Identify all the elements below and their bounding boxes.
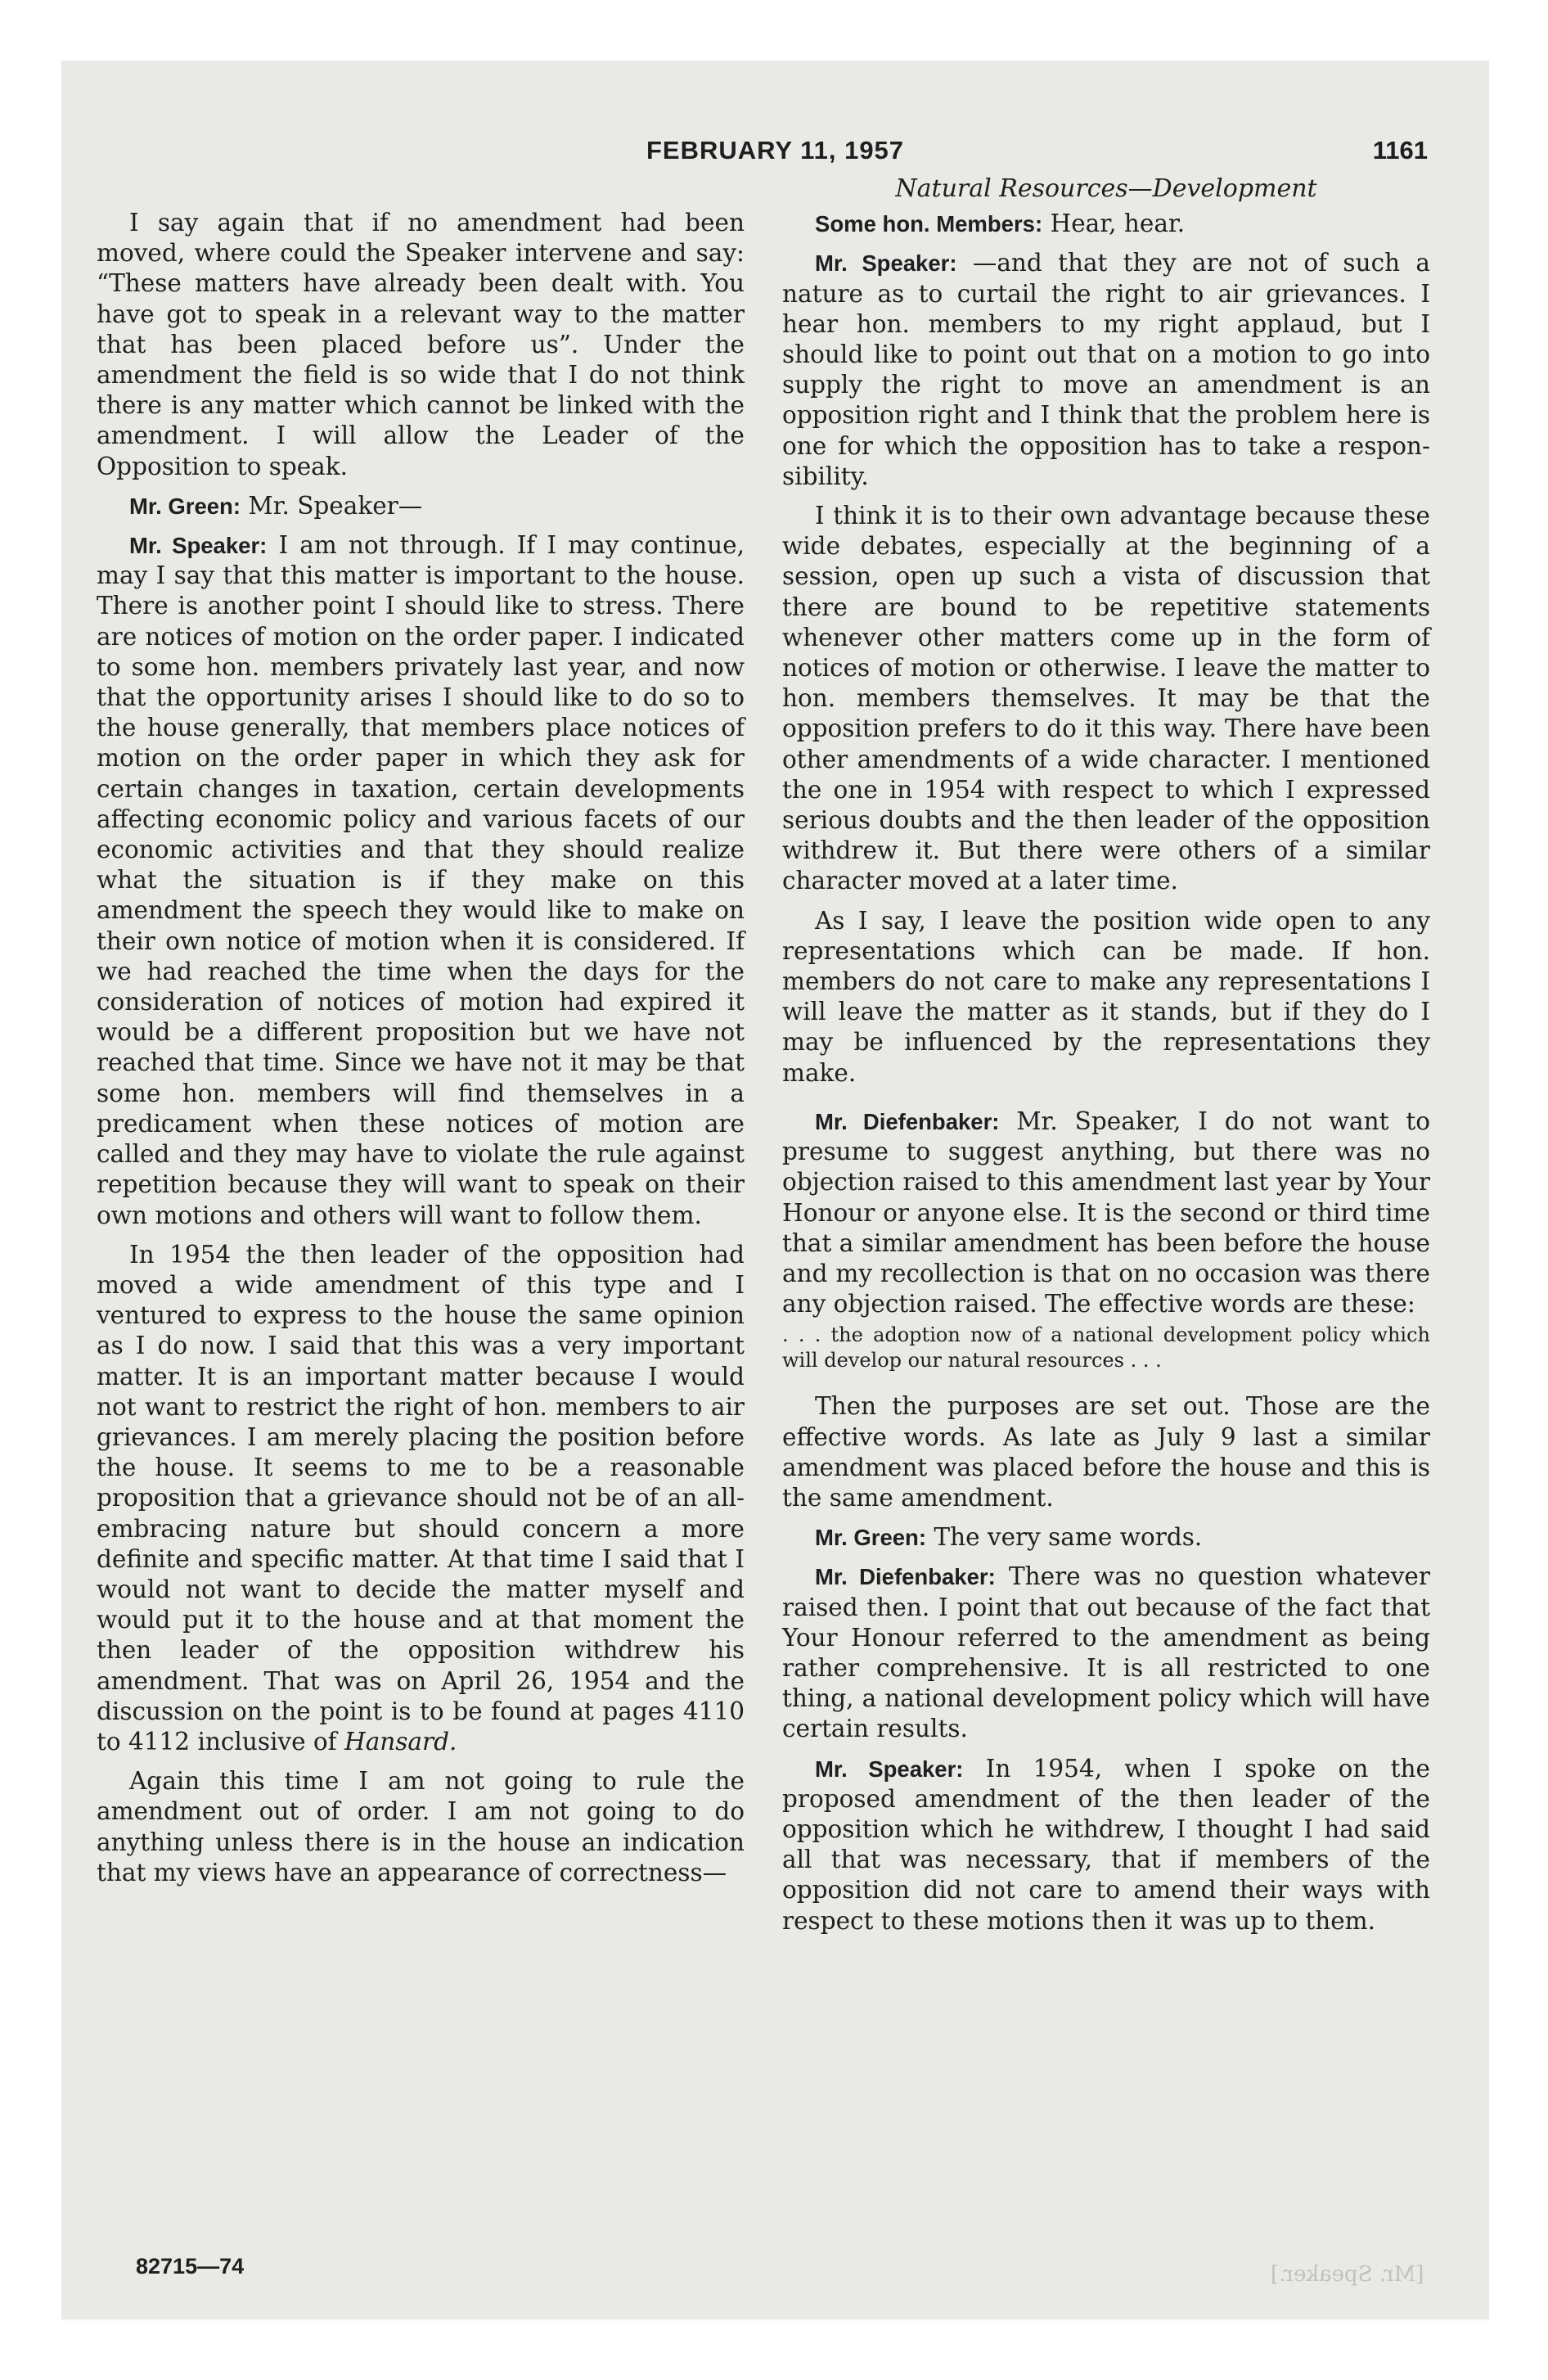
- paragraph: [97, 1240, 745, 1757]
- paragraph: [97, 491, 745, 521]
- speaker-name: Mr. Speaker:: [129, 533, 268, 559]
- page-date: FEBRUARY 11, 1957: [646, 136, 905, 165]
- paragraph-text: Again this time I am not going to rule the amendment out of order. I am not going to do anything unless there is in the house an indication that my views have an appearance of correctness—: [97, 1767, 745, 1886]
- speaker-name: Mr. Diefenbaker:: [815, 1564, 996, 1590]
- paragraph: [782, 248, 1430, 492]
- paragraph: [782, 1391, 1430, 1513]
- paragraph-text: I think it is to their own advantage because these wide debates, especially at the beginning of a session, open up such a vista of discussion that there are bound to be repetitive statements whenever other matters come up in the form of notices of motion or otherwise. I leave the matter to hon. members themselves. It may be that the opposition prefers to do it this way. There have been other amendments of a wide character. I mentioned the one in 1954 with respect to which I expressed serious doubts and the then leader of the opposition withdrew it. But there were others of a similar character moved at a later time.: [782, 502, 1430, 895]
- paragraph-text: I am not through. If I may continue, may I say that this matter is important to the house. There is another point I should like to stress. There are notices of motion on the order paper. I indicated to some hon. members privately last year, and now that the opportunity arises I should like to do so to the house generally, that members place notices of motion on the order paper in which they ask for certain changes in taxation, certain developments affecting economic policy and various facets of our economic activities and that they should realize what the situation is if they make on this amendment the speech they would like to make on their own notice of motion when it is considered. If we had reached the time when the days for the consideration of notices of motion had expired it would be a different proposition but we have not reached that time. Since we have not it may be that some hon. members will find themselves in a predicament when these notices of motion are called and they may have to violate the rule against repetition because they will want to speak on their own motions and others will want to follow them.: [97, 531, 745, 1229]
- hansard-title: Hansard.: [344, 1727, 457, 1756]
- paragraph: [782, 1107, 1430, 1319]
- paragraph: [782, 501, 1430, 897]
- page-header: [61, 136, 1489, 177]
- paragraph-text: Hear, hear.: [1042, 210, 1186, 238]
- paragraph-text: In 1954, when I spoke on the proposed amendment of the then leader of the opposition which he withdrew, I thought I had said all that was necessary, that if members of the opposition did not care to amend their ways with respect to these motions then it was up to them.: [782, 1754, 1430, 1935]
- speaker-name: Mr. Green:: [815, 1525, 927, 1551]
- paragraph-text: There was no question whatever raised then. I point that out because of the fact that Your Honour referred to the amendment as being rather comprehensive. It is all restricted to one thing, a national development policy which will have certain results.: [782, 1562, 1430, 1743]
- paragraph-text: Mr. Speaker—: [241, 491, 423, 520]
- paragraph: [782, 1562, 1430, 1744]
- block-quote: [782, 1323, 1430, 1373]
- paragraph: [782, 209, 1430, 239]
- speaker-name: Mr. Diefenbaker:: [815, 1108, 1000, 1134]
- hansard-page: [61, 61, 1489, 2319]
- speaker-name: Mr. Speaker:: [815, 1756, 964, 1782]
- left-column: [97, 208, 745, 1897]
- paragraph: [782, 906, 1430, 1089]
- paragraph-text: The very same words.: [926, 1523, 1203, 1552]
- speaker-name: Mr. Green:: [129, 493, 241, 519]
- right-column: [782, 174, 1430, 1945]
- paragraph-text: —and that they are not of such a nature as to curtail the right to air grievances. I hear hon. members to my right applaud, but I should like to point out that on a motion to go into supply the right to move an amendment is an opposition right and I think that the problem here is one for which the opposition has to take a responsibility.: [782, 249, 1430, 490]
- speaker-name: Mr. Speaker:: [815, 250, 957, 277]
- page-number: 1161: [1372, 136, 1428, 165]
- bleed-through-text: [Mr. Speaker.]: [1270, 2262, 1424, 2287]
- section-title: Natural Resources—Development: [895, 174, 1317, 203]
- paragraph: [97, 208, 745, 482]
- paragraph: [97, 530, 745, 1231]
- quote-text: . . . the adoption now of a national development policy which will develop our natural resources . . .: [782, 1323, 1430, 1373]
- speaker-name: Some hon. Members:: [815, 211, 1043, 237]
- paragraph-text: Then the purposes are set out. Those are the effective words. As late as July 9 last a similar amendment was placed before the house and this is the same amendment.: [782, 1392, 1430, 1512]
- paragraph: [782, 1754, 1430, 1936]
- paragraph-text: Mr. Speaker, I do not want to presume to suggest anything, but there was no objection raised to this amendment last year by Your Honour or anyone else. It is the second or third time that a similar amendment has been before the house and my recollection is that on no occasion was there any objection raised. The effective words are these:: [782, 1107, 1430, 1318]
- paragraph-text: I say again that if no amendment had been moved, where could the Speaker intervene and say: “These matters have already been dealt with. You have got to speak in a relevant way to the matter that has been placed before us”. Under the amendment the field is so wide that I do not think there is any matter which cannot be linked with the amendment. I will allow the Leader of the Opposition to speak.: [97, 209, 745, 480]
- paragraph-text: In 1954 the then leader of the opposition had moved a wide amendment of this type and I ventured to express to the house the same opinion as I do now. I said that this was a very important matter. It is an important matter because I would not want to restrict the right of hon. members to air grievances. I am merely placing the position before the house. It seems to me to be a reasonable proposition that a grievance should not be of an all-embracing nature but should concern a more definite and specific matter. At that time I said that I would not want to decide the matter myself and would put it to the house and at that moment the then leader of the opposition withdrew his amendment. That was on April 26, 1954 and the discussion on the point is to be found at pages 4110 to 4112 inclusive of: [97, 1240, 745, 1756]
- footer-code: 82715—74: [136, 2254, 245, 2279]
- paragraph: [782, 1522, 1430, 1553]
- paragraph-text: As I say, I leave the position wide open to any representations which can be made. If hon. members do not care to make any representations I will leave the matter as it stands, but if they do I may be influenced by the representations they make.: [782, 906, 1430, 1087]
- paragraph: [97, 1766, 745, 1888]
